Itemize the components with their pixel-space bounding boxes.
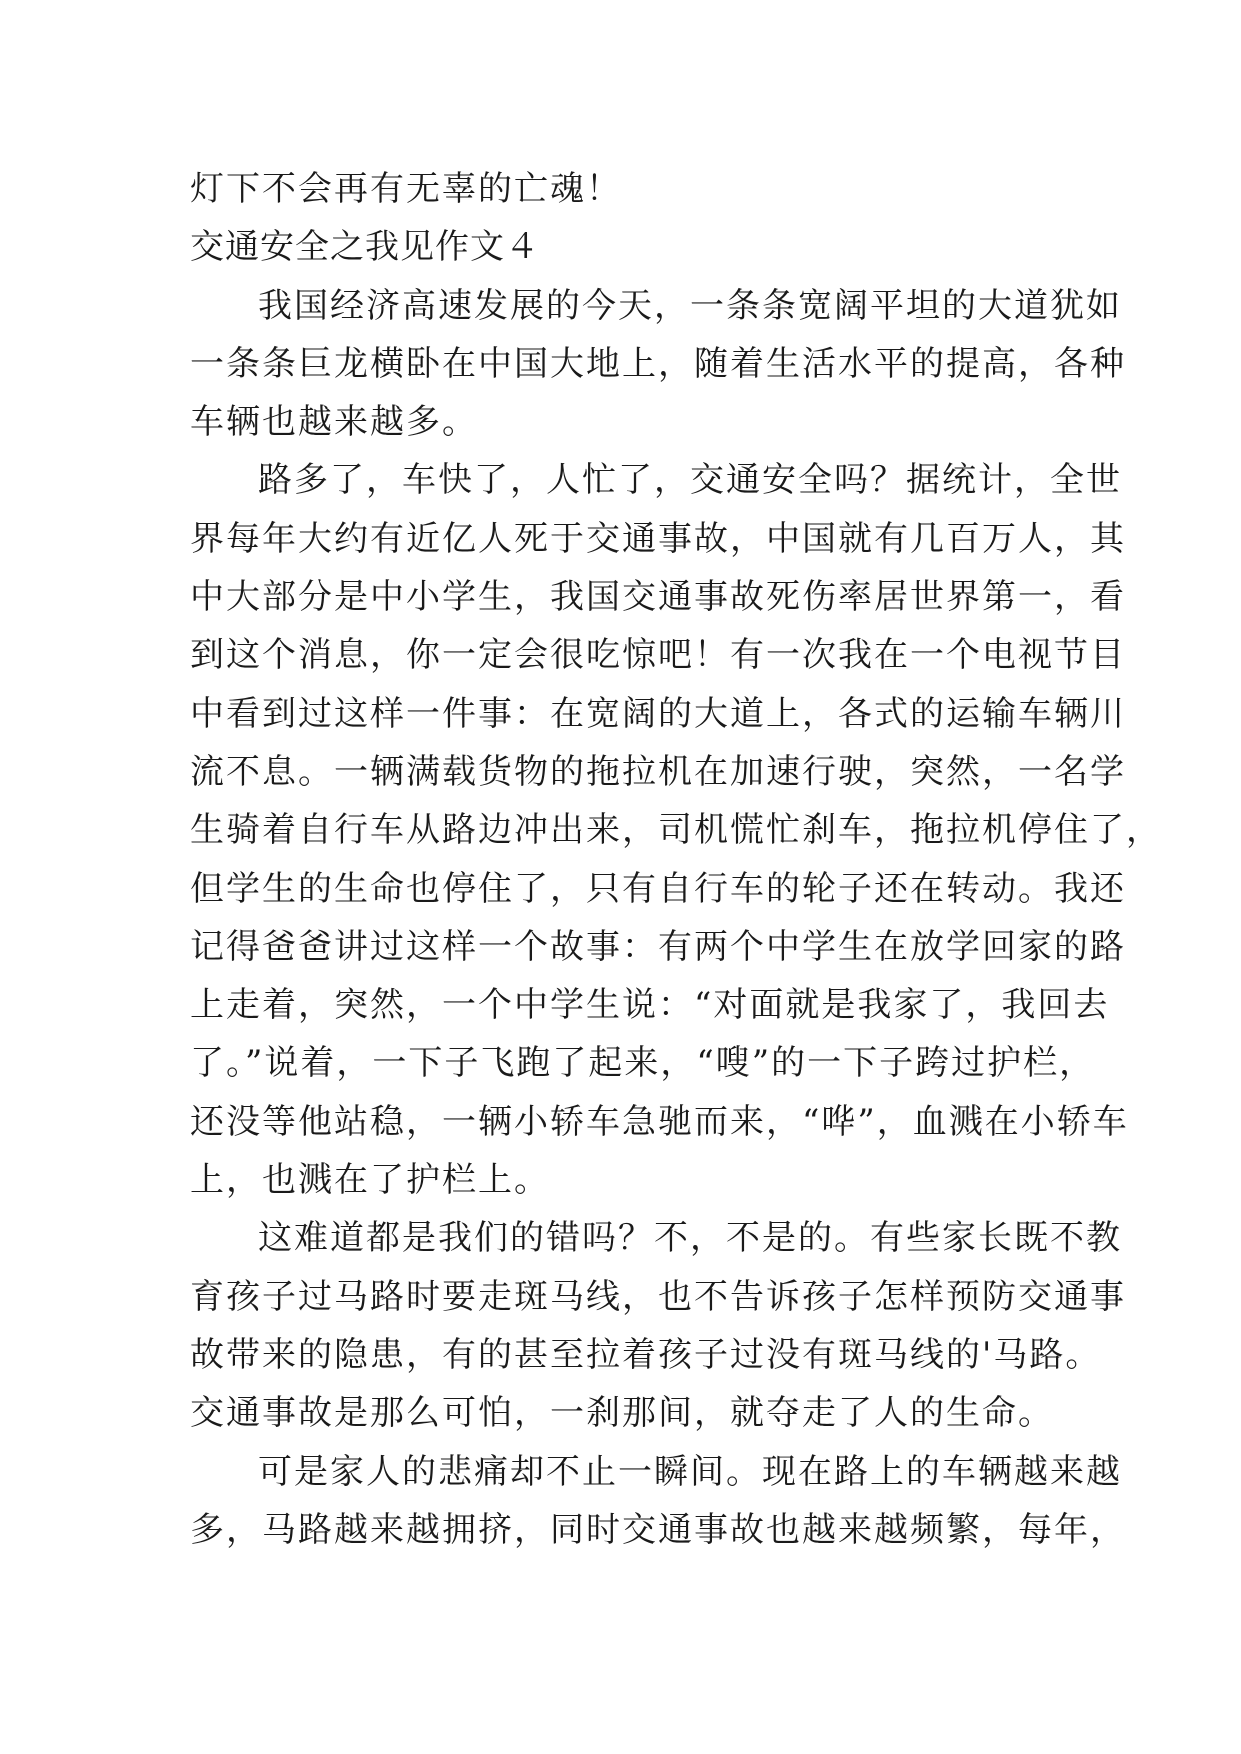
text-line: 路多了，车快了，人忙了，交通安全吗？据统计，全世 [258, 460, 1122, 501]
text-line: 灯下不会再有无辜的亡魂！ [190, 169, 622, 209]
text-line: 这难道都是我们的错吗？不，不是的。有些家长既不教 [258, 1218, 1122, 1259]
document-page [190, 160, 1162, 1559]
text-line: 但学生的生命也停住了，只有自行车的轮子还在转动。我还 [190, 868, 1126, 909]
essay-title: 交通安全之我见作文４ [190, 227, 540, 268]
text-line: 可是家人的悲痛却不止一瞬间。现在路上的车辆越来越 [258, 1451, 1122, 1492]
text-line: 多，马路越来越拥挤，同时交通事故也越来越频繁，每年， [190, 1509, 1126, 1550]
text-line: 界每年大约有近亿人死于交通事故，中国就有几百万人，其 [190, 518, 1126, 559]
text-line: 流不息。一辆满载货物的拖拉机在加速行驶，突然，一名学 [190, 751, 1126, 792]
text-line: 还没等他站稳，一辆小轿车急驰而来，“哗”，血溅在小轿车 [190, 1101, 1129, 1142]
text-line: 中大部分是中小学生，我国交通事故死伤率居世界第一，看 [190, 577, 1126, 618]
text-line: 车辆也越来越多。 [190, 402, 478, 443]
text-line: 一条条巨龙横卧在中国大地上，随着生活水平的提高，各种 [190, 343, 1126, 384]
text-line: 记得爸爸讲过这样一个故事：有两个中学生在放学回家的路 [190, 926, 1126, 967]
text-line: 了。”说着，一下子飞跑了起来，“嗖”的一下子跨过护栏， [190, 1043, 1096, 1084]
text-line: 生骑着自行车从路边冲出来，司机慌忙刹车，拖拉机停住了， [190, 810, 1162, 851]
text-line: 中看到过这样一件事：在宽阔的大道上，各式的运输车辆川 [190, 693, 1126, 734]
text-line: 交通事故是那么可怕，一刹那间，就夺走了人的生命。 [190, 1393, 1054, 1434]
text-line: 上走着，突然，一个中学生说：“对面就是我家了，我回去 [190, 985, 1110, 1026]
text-line: 到这个消息，你一定会很吃惊吧！有一次我在一个电视节目 [190, 635, 1126, 676]
text-line: 我国经济高速发展的今天，一条条宽阔平坦的大道犹如 [258, 285, 1122, 326]
text-line: 故带来的隐患，有的甚至拉着孩子过没有斑马线的'马路。 [190, 1334, 1102, 1375]
text-line: 上，也溅在了护栏上。 [190, 1160, 550, 1201]
text-line: 育孩子过马路时要走斑马线，也不告诉孩子怎样预防交通事 [190, 1276, 1126, 1317]
